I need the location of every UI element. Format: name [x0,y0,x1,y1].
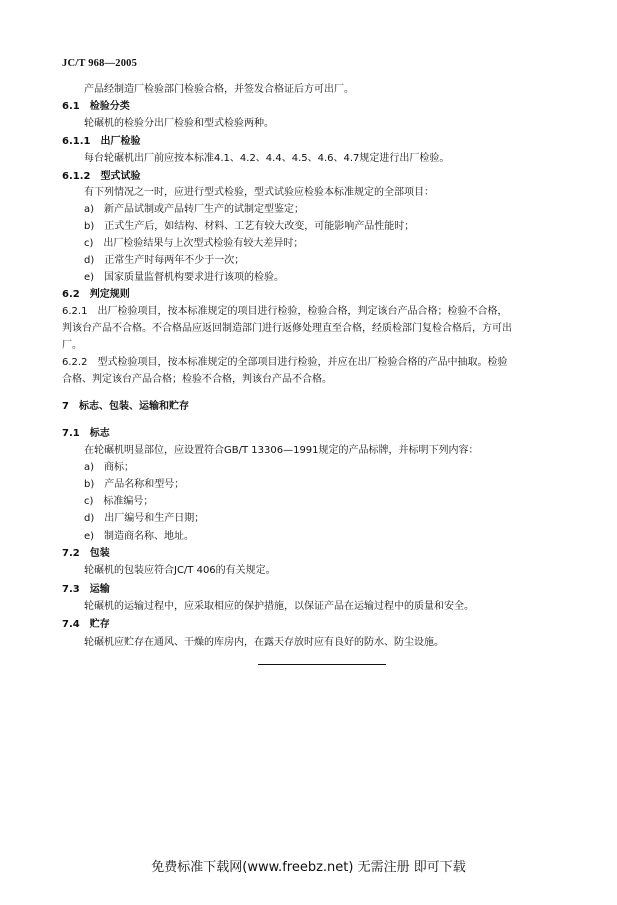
body-text-line: a) 商标； [84,462,135,473]
body-text-line: 6.2.1 出厂检验项目，按本标准规定的项目进行检验，检验合格，判定该台产品合格；检验不合格， [62,306,508,317]
body-text-line: b) 产品名称和型号； [84,479,185,490]
standard-number-header: JC/T 968—2005 [62,58,138,69]
body-text-line: 合格、判定该台产品合格；检验不合格，判该台产品不合格。 [62,374,332,385]
section-heading: 6.1.2 型式试验 [62,171,141,182]
body-text-line: a) 新产品试制或产品转厂生产的试制定型鉴定； [84,204,305,215]
body-text-line: 6.2.2 型式检验项目，按本标准规定的全部项目进行检验，并应在出厂检验合格的产品中抽取。检验 [62,357,508,368]
section-heading: 7 标志、包装、运输和贮存 [62,401,189,412]
body-text-line: c) 出厂检验结果与上次型式检验有较大差异时； [84,238,304,249]
section-heading: 6.1 检验分类 [62,101,130,112]
body-text-line: 轮碾机的包装应符合JC/T 406的有关规定。 [84,565,276,576]
body-text-line: 轮碾机的检验分出厂检验和型式检验两种。 [84,118,274,129]
body-text-line: e) 制造商名称、地址。 [84,531,195,542]
body-text-line: 判该台产品不合格。不合格品应返回制造部门进行返修处理直至合格，经质检部门复检合格后，方可出 [62,323,512,334]
body-text-line: 在轮碾机明显部位，应设置符合GB/T 13306—1991规定的产品标牌，并标明下列内容： [84,445,479,456]
section-heading: 7.3 运输 [62,584,110,595]
body-text-line: d) 出厂编号和生产日期； [84,513,205,524]
body-text-line: 轮碾机应贮存在通风、干燥的库房内，在露天存放时应有良好的防水、防尘设施。 [84,637,444,648]
body-text-line: 厂。 [62,340,82,351]
body-text-line: c) 标准编号； [84,496,154,507]
section-heading: 6.1.1 出厂检验 [62,136,141,147]
section-heading: 6.2 判定规则 [62,289,130,300]
body-text-line: e) 国家质量监督机构要求进行该项的检验。 [84,272,285,283]
body-text-line: b) 正式生产后，如结构、材料、工艺有较大改变，可能影响产品性能时； [84,221,415,232]
section-heading: 7.2 包装 [62,548,110,559]
section-heading: 7.4 贮存 [62,619,110,630]
end-divider [258,664,386,665]
body-text-line: d) 正常生产时每两年不少于一次； [84,255,245,266]
body-text-line: 轮碾机的运输过程中，应采取相应的保护措施，以保证产品在运输过程中的质量和安全。 [84,601,474,612]
body-text-line: 有下列情况之一时，应进行型式检验，型式试验应检验本标准规定的全部项目： [84,187,434,198]
body-text-line: 产品经制造厂检验部门检验合格，并签发合格证后方可出厂。 [84,84,354,95]
body-text-line: 每台轮碾机出厂前应按本标准4.1、4.2、4.4、4.5、4.6、4.7规定进行出厂检验。 [84,153,450,164]
download-footer[interactable]: 免费标准下载网(www.freebz.net) 无需注册 即可下载 [151,860,466,875]
section-heading: 7.1 标志 [62,428,110,439]
